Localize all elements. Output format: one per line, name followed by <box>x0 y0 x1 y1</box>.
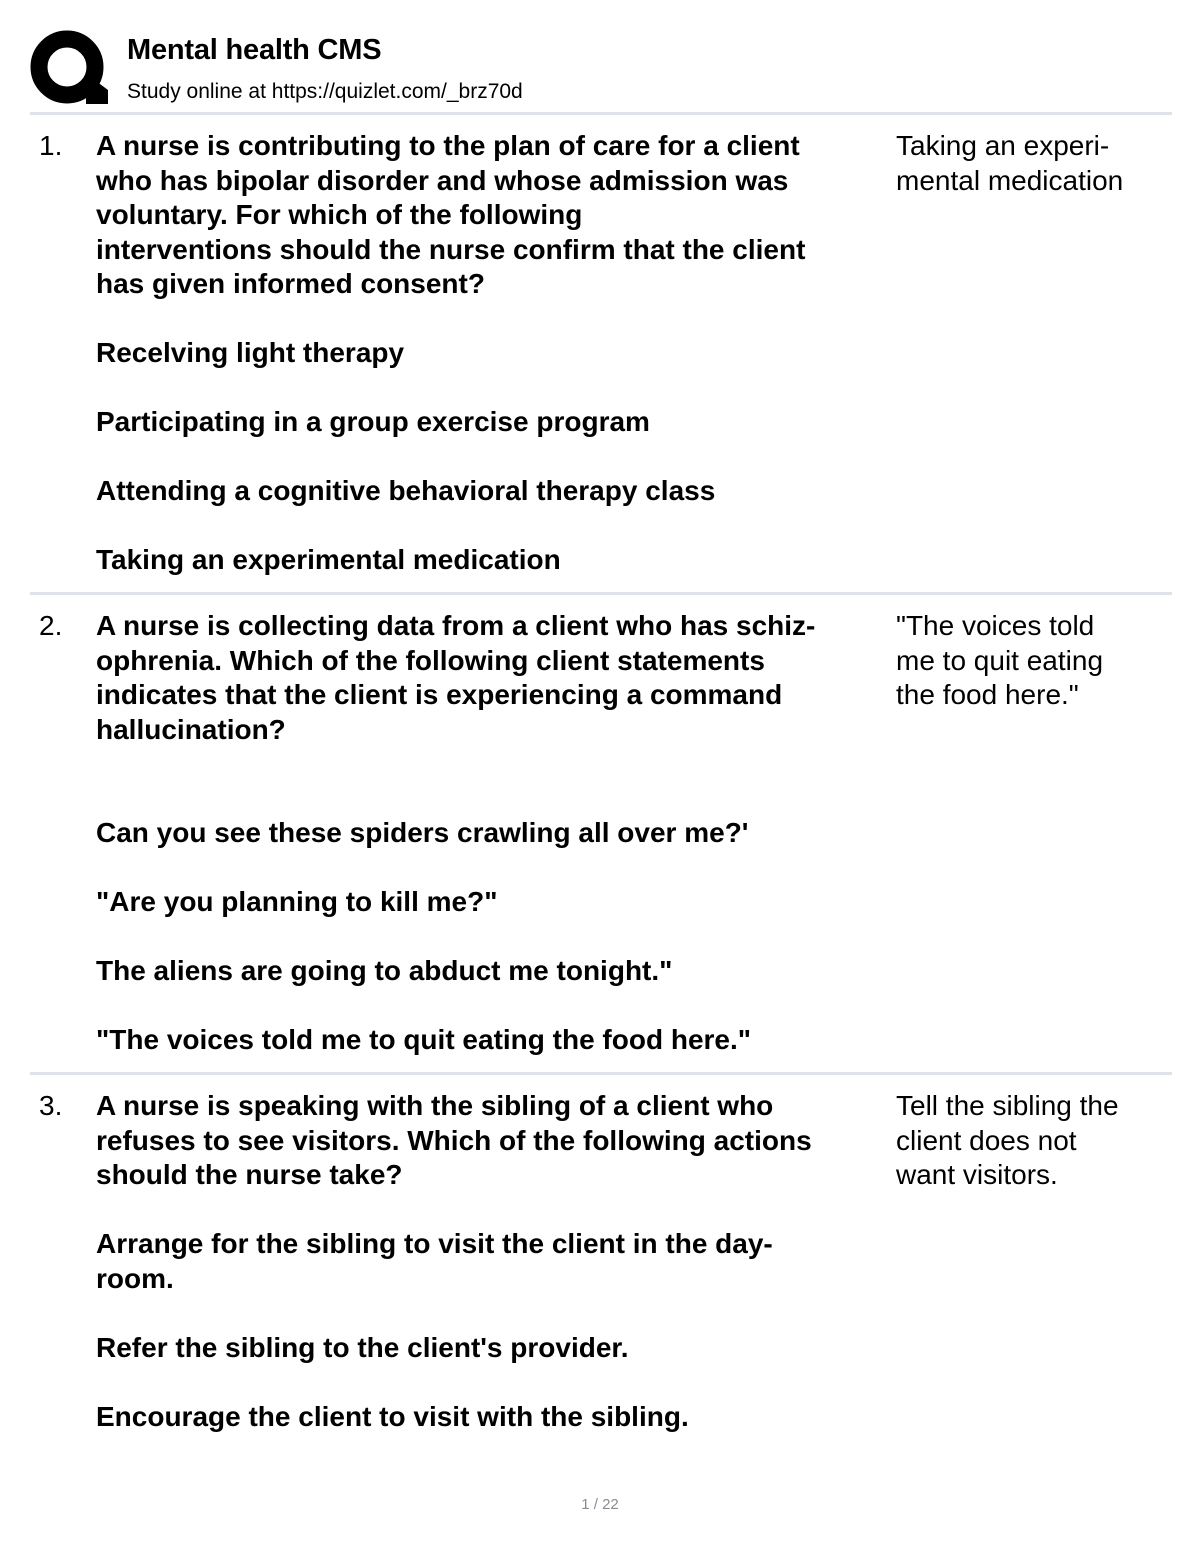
answer-option: Attending a cognitive behavioral therapy class <box>96 475 716 506</box>
answer-option: Refer the sibling to the client's provider. <box>96 1331 629 1363</box>
question-line: indicates that the client is experiencing a command <box>96 679 783 710</box>
answer-option: Participating in a group exercise program <box>96 406 650 437</box>
question-line: should the nurse take? <box>96 1159 403 1190</box>
answer-line: the food here." <box>896 679 1079 710</box>
question-line: who has bipolar disorder and whose admission was <box>96 164 789 196</box>
answer-line: Taking an experi- <box>896 130 1110 161</box>
answer-line: mental medication <box>896 164 1124 196</box>
answer-option: Recelving light therapy <box>96 337 405 368</box>
page-number: 1 / 22 <box>581 1496 619 1513</box>
question-line: ophrenia. Which of the following client statements <box>96 644 765 676</box>
answer-line: Tell the sibling the <box>896 1090 1119 1121</box>
answer-line: client does not <box>896 1124 1077 1156</box>
answer-option: Taking an experimental medication <box>96 544 561 575</box>
question-line: A nurse is speaking with the sibling of a client who <box>96 1090 774 1121</box>
card-question <box>96 129 896 578</box>
answer-option: Can you see these spiders crawling all over me?' <box>96 817 749 848</box>
page-header <box>30 30 1170 112</box>
card-number: 2. <box>39 610 63 641</box>
flashcard <box>30 1075 1172 1475</box>
flashcard <box>30 115 1172 595</box>
deck-title: Mental health CMS <box>127 34 382 66</box>
question-line: A nurse is collecting data from a client who has schiz- <box>96 610 816 641</box>
quizlet-q-logo-icon <box>30 30 108 108</box>
card-answer <box>896 609 1172 713</box>
question-line: hallucination? <box>96 713 286 745</box>
answer-option: Arrange for the sibling to visit the client in the day- <box>96 1228 773 1259</box>
study-online-link[interactable]: Study online at https://quizlet.com/_brz70d <box>127 80 523 103</box>
answer-option: room. <box>96 1262 174 1294</box>
question-line: has given informed consent? <box>96 268 485 299</box>
card-number: 3. <box>39 1090 63 1121</box>
answer-line: want visitors. <box>896 1159 1058 1190</box>
answer-option: Encourage the client to visit with the sibling. <box>96 1400 689 1432</box>
card-question <box>96 609 896 1058</box>
answer-option: The aliens are going to abduct me tonight." <box>96 955 673 986</box>
question-line: interventions should the nurse confirm that the client <box>96 233 806 265</box>
answer-option: "Are you planning to kill me?" <box>96 886 498 917</box>
question-line: voluntary. For which of the following <box>96 199 583 230</box>
question-line: refuses to see visitors. Which of the following actions <box>96 1124 812 1156</box>
flashcard <box>30 595 1172 1075</box>
card-answer <box>896 1089 1172 1193</box>
answer-line: me to quit eating <box>896 644 1104 676</box>
card-answer <box>896 129 1172 198</box>
answer-option: "The voices told me to quit eating the food here." <box>96 1024 752 1055</box>
card-number: 1. <box>39 130 63 161</box>
question-line: A nurse is contributing to the plan of care for a client <box>96 130 800 161</box>
answer-line: "The voices told <box>896 610 1095 641</box>
card-question <box>96 1089 896 1434</box>
